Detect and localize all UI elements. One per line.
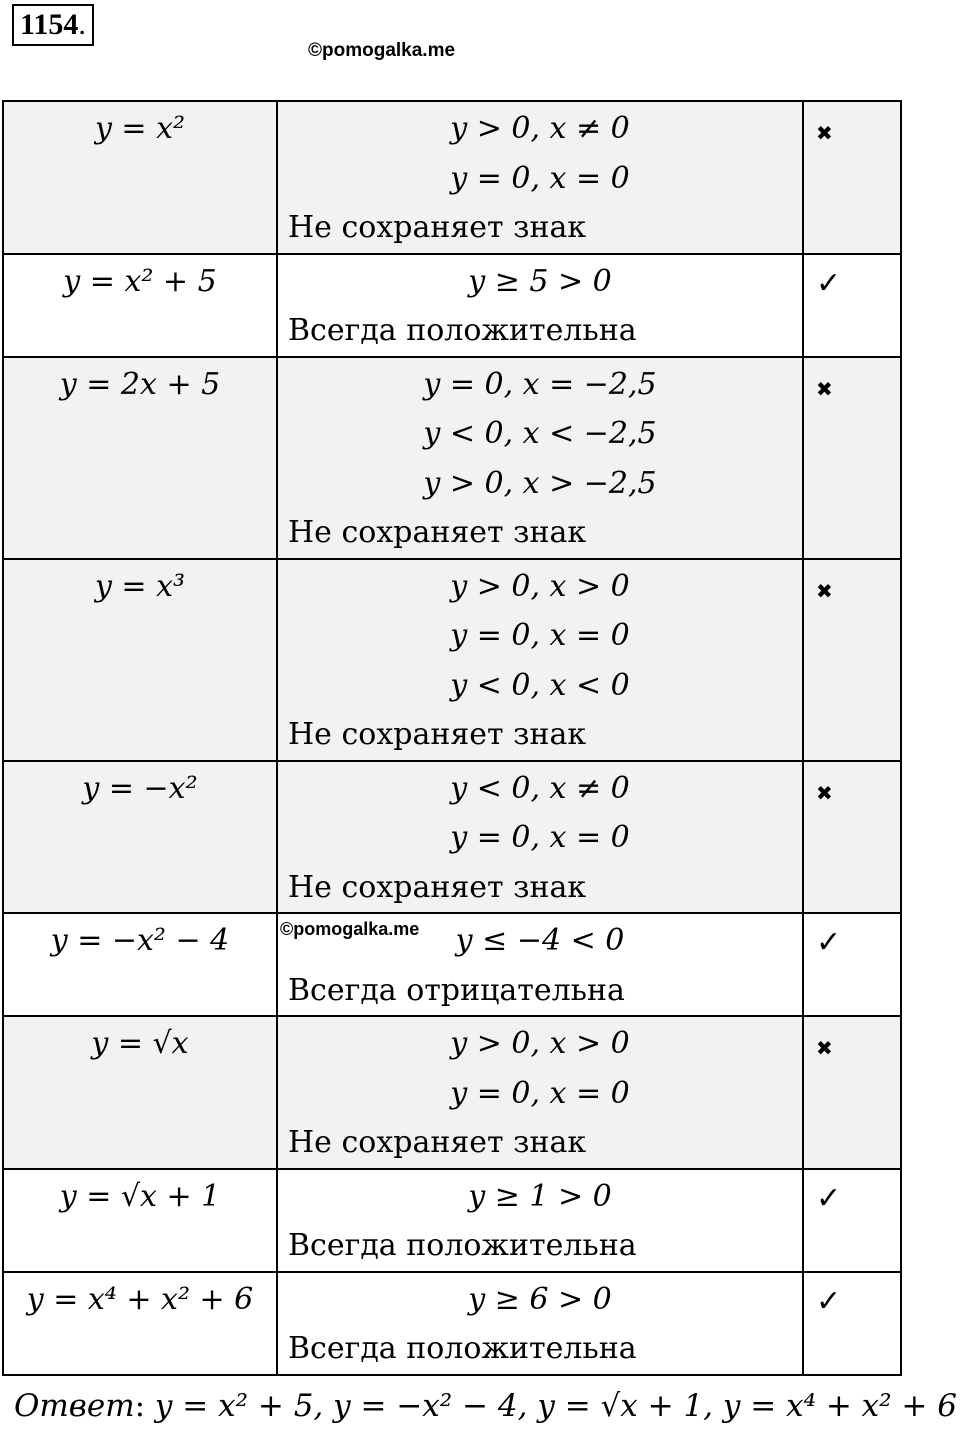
mark-cell: [803, 357, 901, 559]
table-row: [3, 101, 901, 254]
table-body: [3, 101, 901, 1375]
condition-line: y > 0, x ≠ 0: [450, 111, 630, 146]
condition-line: y > 0, x > −2,5: [423, 465, 657, 501]
table-row: [3, 559, 901, 761]
mark-cell: [803, 1016, 901, 1169]
table-row: [3, 357, 901, 559]
cross-icon: ✖: [816, 578, 833, 603]
sign-analysis-table: [2, 100, 902, 1376]
condition-line: y ≤ −4 < 0: [455, 923, 625, 958]
function-cell: y = √x + 1: [3, 1169, 277, 1272]
conclusion-text: Не сохраняет знак: [288, 515, 587, 550]
condition-line: y = 0, x = 0: [450, 820, 630, 855]
mark-cell: [803, 1169, 901, 1272]
answer-functions: y = x² + 5, y = −x² − 4, y = √x + 1, y = x⁴ + x² + 6: [154, 1388, 957, 1424]
condition-line: y ≥ 1 > 0: [468, 1178, 612, 1214]
problem-number: [12, 4, 94, 46]
function-cell: y = x² + 5: [3, 254, 277, 357]
answer-label: Ответ: [14, 1388, 135, 1424]
condition-line: y > 0, x > 0: [450, 568, 630, 604]
conclusion-text: Всегда отрицательна: [288, 972, 625, 1008]
watermark-top: ©pomogalka.me: [308, 40, 456, 61]
mark-cell: [803, 254, 901, 357]
table-row: [3, 1169, 901, 1272]
condition-line: y < 0, x < 0: [450, 667, 630, 703]
mark-cell: [803, 1272, 901, 1375]
problem-number-suffix: .: [78, 8, 86, 41]
mark-cell: [803, 913, 901, 1016]
condition-line: y ≥ 6 > 0: [468, 1281, 612, 1317]
table-row: [3, 913, 901, 1016]
check-icon: ✓: [816, 1283, 842, 1319]
conclusion-text: Не сохраняет знак: [288, 210, 587, 245]
condition-line: y = 0, x = 0: [450, 618, 630, 653]
condition-line: y < 0, x ≠ 0: [450, 770, 630, 806]
cross-icon: ✖: [816, 1036, 833, 1060]
conclusion-text: Всегда положительна: [288, 1228, 637, 1263]
conditions-cell: [277, 1272, 803, 1375]
function-cell: y = 2x + 5: [3, 357, 277, 559]
conclusion-text: Всегда положительна: [288, 1331, 637, 1366]
function-cell: y = x⁴ + x² + 6: [3, 1272, 277, 1375]
table-row: [3, 1016, 901, 1169]
conditions-cell: [277, 559, 803, 761]
table-row: [3, 1272, 901, 1375]
cross-icon: ✖: [816, 780, 833, 805]
conclusion-text: Не сохраняет знак: [288, 869, 587, 905]
mark-cell: [803, 559, 901, 761]
table-row: [3, 254, 901, 357]
function-cell: y = x³: [3, 559, 277, 761]
conditions-cell: [277, 254, 803, 357]
condition-line: y < 0, x < −2,5: [423, 416, 657, 451]
condition-line: y = 0, x = −2,5: [423, 366, 657, 402]
condition-line: y > 0, x > 0: [450, 1026, 630, 1061]
conclusion-text: Не сохраняет знак: [288, 1125, 587, 1160]
conclusion-text: Всегда положительна: [288, 313, 637, 348]
check-icon: ✓: [816, 1180, 842, 1216]
check-icon: ✓: [816, 265, 842, 301]
conditions-cell: [277, 357, 803, 559]
cross-icon: ✖: [816, 376, 833, 401]
conditions-cell: [277, 1016, 803, 1169]
check-icon: ✓: [816, 925, 842, 960]
conclusion-text: Не сохраняет знак: [288, 717, 587, 752]
answer-separator: :: [134, 1388, 155, 1424]
function-cell: y = −x² − 4: [3, 913, 277, 1016]
cross-icon: ✖: [816, 121, 833, 145]
function-cell: y = √x: [3, 1016, 277, 1169]
mark-cell: [803, 761, 901, 914]
condition-line: y = 0, x = 0: [450, 1075, 630, 1111]
table-row: [3, 761, 901, 914]
conditions-cell: [277, 1169, 803, 1272]
mark-cell: [803, 101, 901, 254]
condition-line: y ≥ 5 > 0: [468, 263, 612, 299]
condition-line: y = 0, x = 0: [450, 160, 630, 196]
function-cell: y = −x²: [3, 761, 277, 914]
answer-line: [14, 1388, 957, 1424]
watermark-middle: ©pomogalka.me: [280, 919, 420, 939]
conditions-cell: [277, 761, 803, 914]
function-cell: y = x²: [3, 101, 277, 254]
conditions-cell: [277, 101, 803, 254]
problem-number-value: 1154: [20, 8, 79, 41]
